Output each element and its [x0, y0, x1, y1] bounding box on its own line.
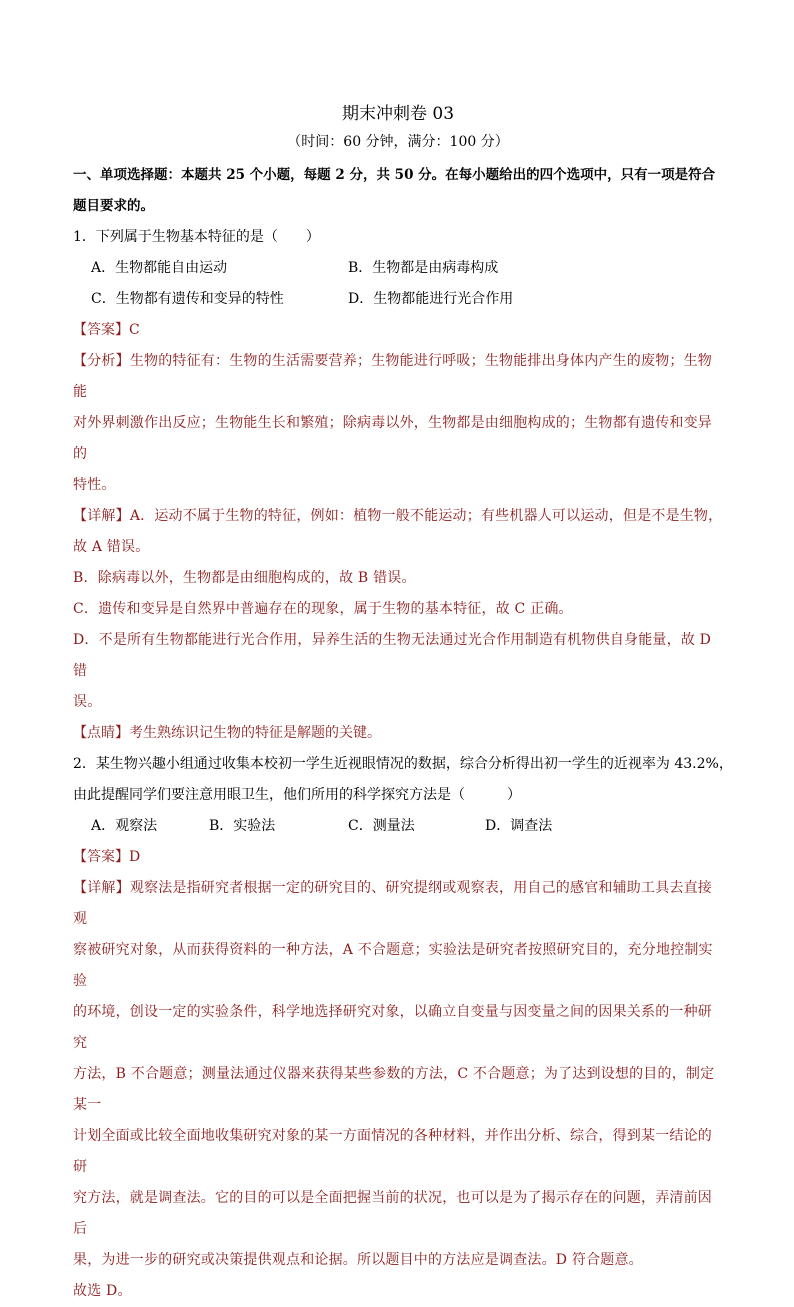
detail-line: 察被研究对象，从而获得资料的一种方法，A 不合题意；实验法是研究者按照研究目的，充分地控制实验: [73, 942, 713, 989]
detail-line: 究方法，就是调查法。它的目的可以是全面把握当前的状况，也可以是为了揭示存在的问题，弄清前因后: [73, 1190, 712, 1237]
detail-line: 果，为进一步的研究或决策提供观点和论据。所以题目中的方法应是调查法。D 符合题意。: [73, 1252, 643, 1268]
detail-tag: 【详解】: [73, 508, 130, 524]
option-d: D．调查法: [485, 818, 553, 834]
option-c: C．测量法: [348, 818, 415, 834]
detail-line: 的环境，创设一定的实验条件，科学地选择研究对象，以确立自变量与因变量之间的因果关系的一种研究: [73, 1004, 712, 1051]
question-1-stem: 1．下列属于生物基本特征的是（ ）: [73, 229, 320, 245]
detail-tag: 【详解】: [73, 880, 130, 896]
detail-text: 观察法是指研究者根据一定的研究目的、研究提纲或观察表，用自己的感官和辅助工具去直接观: [73, 880, 713, 927]
detail-line: 计划全面或比较全面地收集研究对象的某一方面情况的各种材料，并作出分析、综合，得到某一结论的研: [73, 1128, 712, 1175]
detail-line: [73, 873, 723, 935]
analysis-line: 对外界刺激作出反应；生物能生长和繁殖；除病毒以外，生物都是由细胞构成的；生物都有遗传和变异的: [73, 415, 712, 462]
option-c: C．生物都有遗传和变异的特性: [91, 291, 284, 307]
section-heading-line: 一、单项选择题：本题共 25 个小题，每题 2 分，共 50 分。在每小题给出的四个选项中，只有一项是符合: [73, 167, 716, 183]
question-2: [73, 749, 733, 1307]
detail-line: B．除病毒以外，生物都是由细胞构成的，故 B 错误。: [73, 570, 416, 586]
detail-line: C．遗传和变异是自然界中普遍存在的现象，属于生物的基本特征，故 C 正确。: [73, 601, 573, 617]
question-2-detail: [73, 873, 723, 1307]
point-tag: 【点睛】: [73, 725, 129, 741]
exam-time-info: （时间：60 分钟，满分：100 分）: [287, 134, 509, 150]
analysis-tag: 【分析】: [73, 353, 130, 369]
answer-tag: 【答案】: [73, 322, 129, 338]
point-text: 考生熟练识记生物的特征是解题的关键。: [129, 725, 381, 741]
option-a: A．生物都能自由运动: [91, 260, 228, 276]
page-title: 期末冲刺卷 03: [341, 104, 455, 124]
question-1-analysis: [73, 346, 723, 501]
question-1-point: [73, 718, 723, 749]
question-2-options-row: [73, 811, 723, 842]
question-1-detail: [73, 501, 723, 718]
option-a: A．观察法: [91, 818, 158, 834]
option-b: B．实验法: [209, 818, 276, 834]
answer-value: C: [129, 322, 140, 338]
option-b: B．生物都是由病毒构成: [348, 260, 499, 276]
question-2-stem: 2．某生物兴趣小组通过收集本校初一学生近视眼情况的数据，综合分析得出初一学生的近视率为 43.2%，: [73, 756, 733, 772]
section-heading-line: 题目要求的。: [73, 198, 154, 214]
section-heading: [73, 160, 723, 222]
question-1-options-row: [73, 253, 723, 284]
detail-text: A．运动不属于生物的特征，例如：植物一般不能运动；有些机器人可以运动，但是不是生物，: [129, 508, 723, 524]
detail-line: 故 A 错误。: [73, 539, 150, 555]
page-content: [73, 102, 733, 1307]
answer-tag: 【答案】: [73, 849, 129, 865]
question-1-answer: [73, 315, 723, 346]
detail-line: D．不是所有生物都能进行光合作用，异养生活的生物无法通过光合作用制造有机物供自身能量，故 D 错: [73, 632, 712, 679]
detail-line: [73, 501, 723, 532]
question-2-stem: 由此提醒同学们要注意用眼卫生，他们所用的科学探究方法是（ ）: [73, 787, 521, 803]
analysis-line: [73, 346, 723, 408]
detail-line: 方法，B 不合题意；测量法通过仪器来获得某些参数的方法，C 不合题意；为了达到设想的目的，制定某一: [73, 1066, 715, 1113]
answer-value: D: [129, 849, 141, 865]
question-1-options-row: [73, 284, 723, 315]
detail-line: 误。: [73, 694, 102, 710]
question-2-answer: [73, 842, 723, 873]
analysis-line: 特性。: [73, 477, 116, 493]
conclusion-line: 故选 D。: [73, 1283, 132, 1299]
question-1: [73, 222, 723, 749]
option-d: D．生物都能进行光合作用: [348, 291, 514, 307]
analysis-text: 生物的特征有：生物的生活需要营养；生物能进行呼吸；生物能排出身体内产生的废物；生物能: [73, 353, 713, 400]
